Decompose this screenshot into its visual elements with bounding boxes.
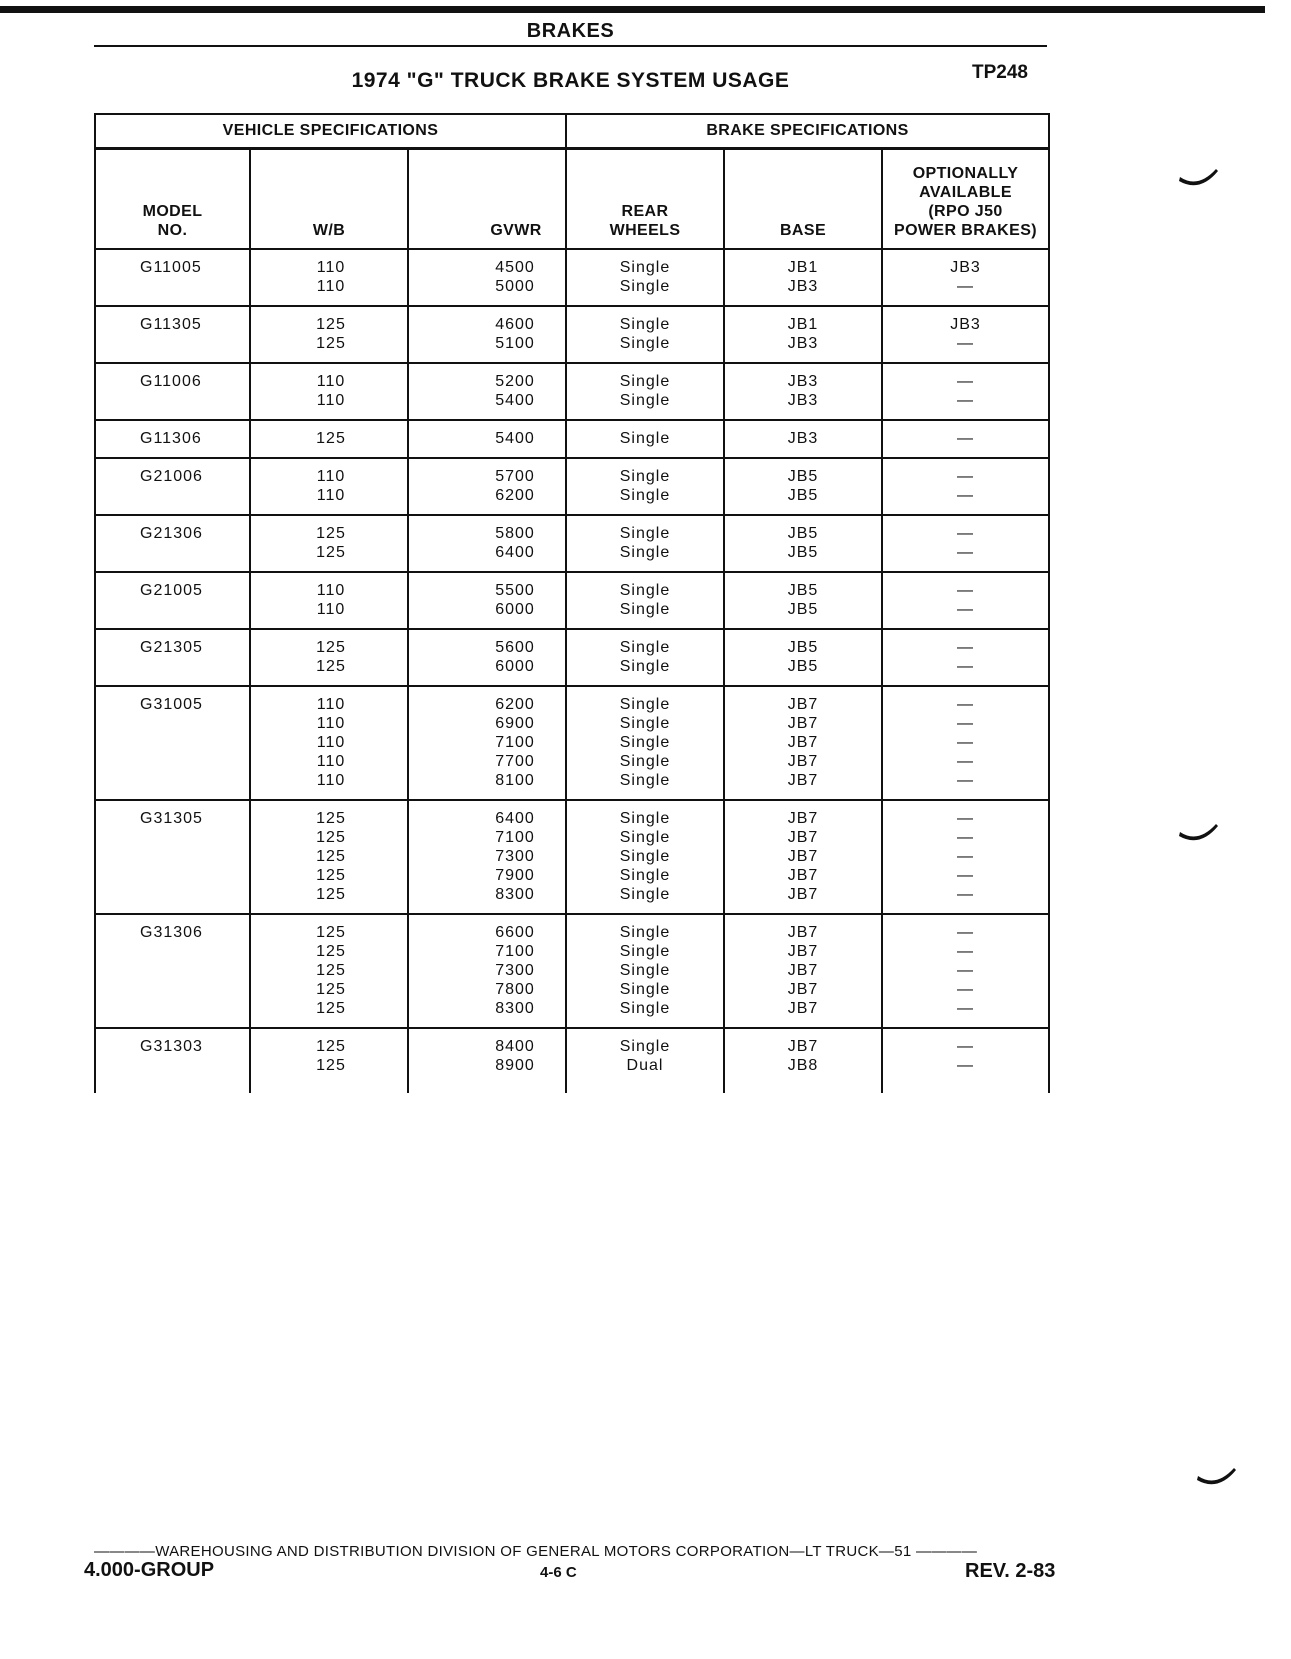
table-row: [95, 249, 1049, 306]
table-row: [95, 515, 1049, 572]
cell-model: G21006: [95, 458, 250, 515]
cell-gvwr-value: 6000: [495, 658, 535, 675]
cell-rear-wheels-value: Single: [619, 392, 671, 409]
cell-rear-wheels: [566, 515, 724, 572]
cell-gvwr-value: 8300: [495, 886, 535, 903]
cell-base-value: JB8: [787, 1057, 819, 1074]
cell-base-value: JB5: [787, 639, 819, 656]
cell-gvwr-value: 7300: [495, 962, 535, 979]
cell-gvwr: [408, 800, 566, 914]
cell-wb-value: 110: [316, 753, 346, 770]
cell-base-value: JB7: [787, 829, 819, 846]
cell-wb: [250, 572, 408, 629]
cell-rear-wheels-value: Single: [619, 316, 671, 333]
cell-wb-value: 125: [316, 1000, 346, 1017]
cell-base-value: JB7: [787, 867, 819, 884]
cell-wb-value: 110: [316, 696, 346, 713]
cell-rear-wheels-value: Single: [619, 601, 671, 618]
cell-optional-value: —: [957, 734, 974, 751]
cell-base-value: JB3: [787, 373, 819, 390]
cell-base: [724, 629, 882, 686]
cell-wb-value: 125: [316, 430, 346, 447]
cell-wb-value: 125: [316, 924, 346, 941]
cell-model: G21305: [95, 629, 250, 686]
cell-wb-value: 125: [316, 810, 346, 827]
cell-gvwr: [408, 572, 566, 629]
footer-page-number: 4-6 C: [540, 1564, 577, 1581]
cell-gvwr-value: 4600: [495, 316, 535, 333]
cell-optional-value: —: [957, 848, 974, 865]
cell-base-value: JB7: [787, 772, 819, 789]
table-row: [95, 1028, 1049, 1093]
cell-rear-wheels-value: Single: [619, 943, 671, 960]
cell-gvwr-value: 5500: [495, 582, 535, 599]
cell-rear-wheels-value: Single: [619, 487, 671, 504]
col-header-opt-line: AVAILABLE: [919, 184, 1012, 201]
cell-optional-value: —: [957, 335, 974, 352]
cell-optional-value: —: [957, 943, 974, 960]
cell-gvwr-value: 5100: [495, 335, 535, 352]
cell-optional-value: —: [957, 829, 974, 846]
cell-base-value: JB5: [787, 544, 819, 561]
cell-model: G11005: [95, 249, 250, 306]
cell-base-value: JB1: [787, 259, 819, 276]
binder-hole-icon: [1196, 1464, 1236, 1486]
cell-rear-wheels-value: Single: [619, 259, 671, 276]
document-code: TP248: [972, 62, 1028, 83]
footer-group: 4.000-GROUP: [84, 1559, 215, 1581]
cell-gvwr: [408, 363, 566, 420]
cell-base-value: JB7: [787, 1038, 819, 1055]
table-body: [95, 249, 1049, 1093]
cell-rear-wheels-value: Single: [619, 734, 671, 751]
cell-base-value: JB3: [787, 392, 819, 409]
cell-wb: [250, 306, 408, 363]
cell-base-value: JB7: [787, 981, 819, 998]
col-header-wb-line: W/B: [312, 222, 346, 239]
table-row: [95, 363, 1049, 420]
cell-rear-wheels: [566, 363, 724, 420]
cell-wb-value: 110: [316, 715, 346, 732]
cell-optional-value: —: [957, 430, 974, 447]
cell-base: [724, 420, 882, 458]
cell-gvwr-value: 8900: [495, 1057, 535, 1074]
cell-gvwr: [408, 420, 566, 458]
col-header-base: [724, 149, 882, 250]
col-header-gvwr: [408, 149, 566, 250]
cell-gvwr-value: 7100: [495, 734, 535, 751]
cell-wb-value: 110: [316, 601, 346, 618]
cell-base-value: JB5: [787, 487, 819, 504]
cell-rear-wheels: [566, 629, 724, 686]
cell-rear-wheels-value: Single: [619, 772, 671, 789]
cell-wb: [250, 515, 408, 572]
cell-rear-wheels-value: Single: [619, 810, 671, 827]
cell-base-value: JB7: [787, 696, 819, 713]
cell-gvwr-value: 4500: [495, 259, 535, 276]
table-row: [95, 800, 1049, 914]
cell-wb-value: 125: [316, 981, 346, 998]
cell-base: [724, 306, 882, 363]
cell-rear-wheels-value: Single: [619, 430, 671, 447]
cell-wb-value: 125: [316, 544, 346, 561]
cell-wb-value: 125: [316, 525, 346, 542]
cell-optional-value: —: [957, 468, 974, 485]
cell-optional-value: —: [957, 981, 974, 998]
cell-base-value: JB3: [787, 278, 819, 295]
cell-optional-value: —: [957, 582, 974, 599]
cell-base-value: JB7: [787, 1000, 819, 1017]
cell-gvwr-value: 6200: [495, 487, 535, 504]
cell-gvwr-value: 5200: [495, 373, 535, 390]
binder-hole-icon: [1178, 165, 1218, 187]
cell-base-value: JB3: [787, 335, 819, 352]
cell-base-value: JB7: [787, 848, 819, 865]
col-header-model: [95, 149, 250, 250]
col-header-rear-wheels: [566, 149, 724, 250]
cell-gvwr-value: 7800: [495, 981, 535, 998]
cell-optional-value: —: [957, 544, 974, 561]
cell-base-value: JB7: [787, 962, 819, 979]
cell-rear-wheels: [566, 420, 724, 458]
cell-base: [724, 914, 882, 1028]
cell-rear-wheels: [566, 686, 724, 800]
cell-gvwr-value: 7100: [495, 943, 535, 960]
cell-gvwr-value: 5400: [495, 392, 535, 409]
col-header-base-line: BASE: [779, 222, 827, 239]
cell-optional-value: JB3: [950, 316, 981, 333]
table-row: [95, 686, 1049, 800]
cell-rear-wheels-value: Single: [619, 373, 671, 390]
cell-model: G31306: [95, 914, 250, 1028]
cell-optional-value: —: [957, 810, 974, 827]
cell-wb-value: 110: [316, 259, 346, 276]
cell-model: G11305: [95, 306, 250, 363]
cell-wb: [250, 800, 408, 914]
cell-rear-wheels: [566, 249, 724, 306]
cell-gvwr: [408, 629, 566, 686]
cell-model: G21306: [95, 515, 250, 572]
cell-gvwr-value: 7700: [495, 753, 535, 770]
cell-wb: [250, 686, 408, 800]
footer-revision: REV. 2-83: [965, 1560, 1056, 1582]
cell-optional-value: —: [957, 886, 974, 903]
cell-gvwr-value: 5000: [495, 278, 535, 295]
cell-optional-value: —: [957, 1038, 974, 1055]
cell-rear-wheels-value: Single: [619, 1000, 671, 1017]
cell-optional-value: —: [957, 1057, 974, 1074]
cell-gvwr-value: 7100: [495, 829, 535, 846]
col-header-model-line: NO.: [157, 222, 188, 239]
cell-gvwr-value: 5600: [495, 639, 535, 656]
cell-rear-wheels-value: Single: [619, 278, 671, 295]
cell-base: [724, 1028, 882, 1093]
cell-rear-wheels-value: Single: [619, 544, 671, 561]
col-header-opt-line: (RPO J50: [928, 203, 1003, 220]
cell-wb-value: 110: [316, 734, 346, 751]
binder-hole-icon: [1178, 820, 1218, 842]
cell-optional: [882, 572, 1049, 629]
cell-base-value: JB5: [787, 468, 819, 485]
group-header-brake: BRAKE SPECIFICATIONS: [566, 114, 1049, 149]
cell-rear-wheels-value: Single: [619, 981, 671, 998]
cell-wb: [250, 629, 408, 686]
cell-base: [724, 686, 882, 800]
footer-publisher: ————WAREHOUSING AND DISTRIBUTION DIVISION OF GENERAL MOTORS CORPORATION—LT TRUCK—51 ————: [94, 1543, 978, 1560]
cell-base: [724, 249, 882, 306]
cell-gvwr: [408, 515, 566, 572]
col-header-model-line: MODEL: [142, 203, 203, 220]
cell-optional: [882, 800, 1049, 914]
cell-gvwr-value: 5800: [495, 525, 535, 542]
cell-rear-wheels: [566, 458, 724, 515]
cell-optional-value: —: [957, 392, 974, 409]
cell-wb-value: 125: [316, 829, 346, 846]
cell-wb-value: 110: [316, 392, 346, 409]
cell-base-value: JB7: [787, 715, 819, 732]
cell-gvwr-value: 5400: [495, 430, 535, 447]
cell-rear-wheels: [566, 800, 724, 914]
cell-optional-value: —: [957, 696, 974, 713]
cell-model: G31305: [95, 800, 250, 914]
cell-rear-wheels-value: Single: [619, 753, 671, 770]
cell-base-value: JB7: [787, 734, 819, 751]
cell-rear-wheels-value: Single: [619, 715, 671, 732]
cell-base-value: JB3: [787, 430, 819, 447]
cell-wb-value: 110: [316, 487, 346, 504]
cell-wb: [250, 458, 408, 515]
cell-optional: [882, 363, 1049, 420]
cell-rear-wheels-value: Single: [619, 525, 671, 542]
cell-gvwr: [408, 458, 566, 515]
cell-gvwr-value: 8100: [495, 772, 535, 789]
cell-optional-value: —: [957, 1000, 974, 1017]
cell-base: [724, 800, 882, 914]
cell-wb-value: 125: [316, 848, 346, 865]
cell-optional-value: —: [957, 373, 974, 390]
cell-rear-wheels: [566, 914, 724, 1028]
cell-rear-wheels-value: Single: [619, 582, 671, 599]
cell-wb-value: 125: [316, 1057, 346, 1074]
cell-base-value: JB5: [787, 658, 819, 675]
cell-rear-wheels-value: Single: [619, 924, 671, 941]
cell-rear-wheels-value: Single: [619, 886, 671, 903]
cell-wb-value: 125: [316, 639, 346, 656]
brake-usage-table: [94, 113, 1050, 1093]
table-row: [95, 629, 1049, 686]
cell-base: [724, 572, 882, 629]
cell-base-value: JB7: [787, 943, 819, 960]
cell-rear-wheels-value: Single: [619, 829, 671, 846]
cell-optional: [882, 458, 1049, 515]
col-header-wb: [250, 149, 408, 250]
cell-gvwr-value: 6200: [495, 696, 535, 713]
cell-optional: [882, 686, 1049, 800]
cell-optional-value: —: [957, 753, 974, 770]
cell-wb-value: 110: [316, 373, 346, 390]
cell-optional: [882, 515, 1049, 572]
cell-rear-wheels-value: Single: [619, 335, 671, 352]
section-title: BRAKES: [526, 20, 615, 42]
col-header-rear-line: WHEELS: [609, 222, 681, 239]
cell-optional: [882, 306, 1049, 363]
cell-base-value: JB7: [787, 924, 819, 941]
cell-base: [724, 363, 882, 420]
cell-wb-value: 125: [316, 943, 346, 960]
cell-gvwr-value: 8400: [495, 1038, 535, 1055]
col-header-opt-line: OPTIONALLY: [912, 165, 1019, 182]
cell-wb-value: 110: [316, 468, 346, 485]
cell-optional-value: —: [957, 278, 974, 295]
cell-model: G11006: [95, 363, 250, 420]
page-title: 1974 "G" TRUCK BRAKE SYSTEM USAGE: [351, 69, 790, 92]
cell-base-value: JB7: [787, 753, 819, 770]
cell-optional-value: —: [957, 658, 974, 675]
cell-model: G21005: [95, 572, 250, 629]
cell-optional-value: —: [957, 715, 974, 732]
cell-wb-value: 125: [316, 867, 346, 884]
cell-model: G31303: [95, 1028, 250, 1093]
cell-base-value: JB1: [787, 316, 819, 333]
cell-gvwr: [408, 914, 566, 1028]
cell-base-value: JB5: [787, 525, 819, 542]
cell-rear-wheels-value: Single: [619, 696, 671, 713]
cell-wb-value: 125: [316, 316, 346, 333]
cell-model: G11306: [95, 420, 250, 458]
cell-gvwr-value: 6400: [495, 544, 535, 561]
cell-rear-wheels-value: Dual: [626, 1057, 664, 1074]
col-header-gvwr-line: GVWR: [490, 222, 542, 239]
cell-rear-wheels-value: Single: [619, 867, 671, 884]
section-rule: [94, 45, 1047, 47]
cell-optional-value: —: [957, 772, 974, 789]
cell-base: [724, 515, 882, 572]
cell-wb-value: 125: [316, 1038, 346, 1055]
cell-gvwr: [408, 686, 566, 800]
cell-rear-wheels-value: Single: [619, 658, 671, 675]
cell-base-value: JB7: [787, 886, 819, 903]
cell-wb-value: 125: [316, 335, 346, 352]
cell-wb-value: 125: [316, 886, 346, 903]
cell-base-value: JB5: [787, 582, 819, 599]
cell-wb: [250, 914, 408, 1028]
cell-rear-wheels-value: Single: [619, 639, 671, 656]
table-row: [95, 914, 1049, 1028]
cell-optional-value: —: [957, 601, 974, 618]
cell-wb-value: 125: [316, 658, 346, 675]
cell-optional: [882, 1028, 1049, 1093]
cell-optional-value: —: [957, 924, 974, 941]
cell-optional-value: —: [957, 525, 974, 542]
cell-rear-wheels: [566, 306, 724, 363]
cell-wb-value: 110: [316, 772, 346, 789]
cell-rear-wheels-value: Single: [619, 848, 671, 865]
cell-gvwr-value: 6600: [495, 924, 535, 941]
cell-rear-wheels-value: Single: [619, 962, 671, 979]
table-row: [95, 458, 1049, 515]
group-header-vehicle: VEHICLE SPECIFICATIONS: [95, 114, 566, 149]
cell-optional-value: —: [957, 487, 974, 504]
col-header-optional: [882, 149, 1049, 250]
cell-model: G31005: [95, 686, 250, 800]
cell-rear-wheels-value: Single: [619, 468, 671, 485]
table-row: [95, 306, 1049, 363]
cell-gvwr-value: 6000: [495, 601, 535, 618]
cell-gvwr-value: 7900: [495, 867, 535, 884]
cell-wb-value: 110: [316, 582, 346, 599]
cell-optional-value: —: [957, 639, 974, 656]
cell-gvwr: [408, 1028, 566, 1093]
cell-optional: [882, 629, 1049, 686]
cell-wb: [250, 1028, 408, 1093]
top-rule: [0, 6, 1265, 13]
cell-base-value: JB5: [787, 601, 819, 618]
cell-gvwr: [408, 249, 566, 306]
cell-optional-value: JB3: [950, 259, 981, 276]
col-header-opt-line: POWER BRAKES): [894, 222, 1037, 239]
cell-optional: [882, 420, 1049, 458]
cell-wb-value: 125: [316, 962, 346, 979]
cell-gvwr-value: 7300: [495, 848, 535, 865]
cell-gvwr: [408, 306, 566, 363]
cell-optional: [882, 914, 1049, 1028]
cell-wb-value: 110: [316, 278, 346, 295]
cell-wb: [250, 363, 408, 420]
table-row: [95, 420, 1049, 458]
cell-rear-wheels: [566, 1028, 724, 1093]
cell-optional-value: —: [957, 867, 974, 884]
cell-gvwr-value: 5700: [495, 468, 535, 485]
table-row: [95, 572, 1049, 629]
cell-base-value: JB7: [787, 810, 819, 827]
cell-gvwr-value: 6900: [495, 715, 535, 732]
col-header-rear-line: REAR: [621, 203, 669, 220]
cell-gvwr-value: 6400: [495, 810, 535, 827]
cell-base: [724, 458, 882, 515]
cell-rear-wheels-value: Single: [619, 1038, 671, 1055]
cell-optional-value: —: [957, 962, 974, 979]
cell-wb: [250, 249, 408, 306]
cell-gvwr-value: 8300: [495, 1000, 535, 1017]
cell-rear-wheels: [566, 572, 724, 629]
cell-wb: [250, 420, 408, 458]
cell-optional: [882, 249, 1049, 306]
